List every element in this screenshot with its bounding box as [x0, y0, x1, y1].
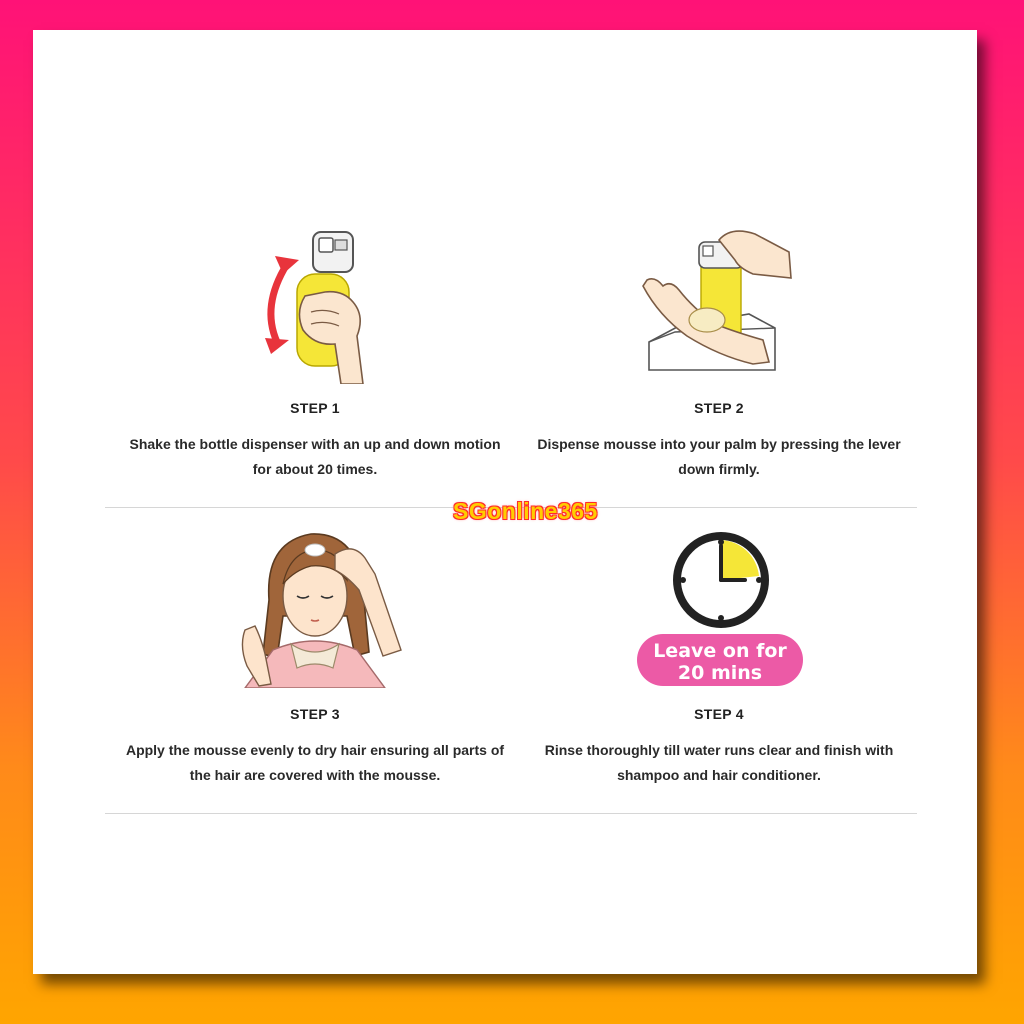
- step-4-title: STEP 4: [694, 706, 744, 722]
- step-1-description: Shake the bottle dispenser with an up and down motion for about 20 times.: [129, 436, 501, 477]
- step-2-description: Dispense mousse into your palm by pressing the lever down firmly.: [537, 436, 901, 477]
- bottom-divider: [105, 813, 917, 814]
- step-3-title: STEP 3: [290, 706, 340, 722]
- step-4-description: Rinse thoroughly till water runs clear and finish with shampoo and hair conditioner.: [544, 742, 894, 783]
- watermark: SGonline365: [453, 498, 598, 524]
- clock-icon: [619, 520, 819, 688]
- step-3-description: Apply the mousse evenly to dry hair ensuring all parts of the hair are covered with the mousse.: [125, 742, 505, 783]
- step-2-title: STEP 2: [694, 400, 744, 416]
- step-1-title: STEP 1: [290, 400, 340, 416]
- instruction-card: [33, 30, 977, 974]
- timer-badge-line2: 20 mins: [677, 662, 763, 684]
- timer-badge-line1: Leave on for: [653, 640, 787, 662]
- dispense-mousse-illustration: [619, 216, 819, 384]
- apply-to-hair-illustration: [215, 520, 415, 688]
- shake-bottle-illustration: [215, 216, 415, 384]
- timer-illustration: [619, 520, 819, 688]
